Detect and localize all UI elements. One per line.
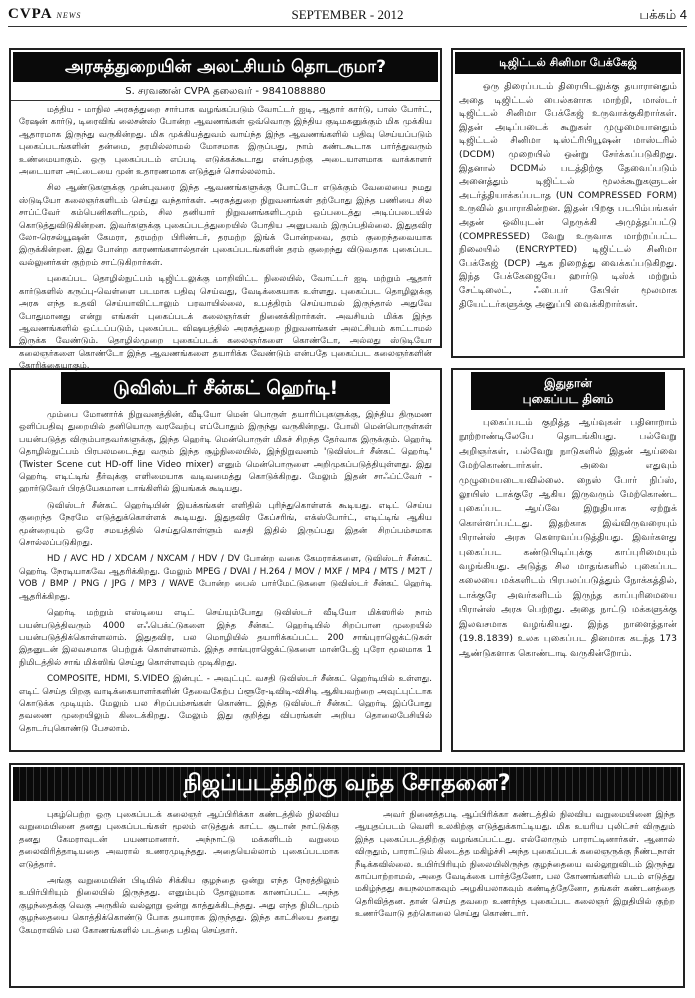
article-title-banner [13,767,681,801]
issue-date: SEPTEMBER - 2012 [291,7,404,22]
paragraph: புகழ்பெற்ற ஒரு புகைப்படக் கலைஞர் ஆப்பிரிக்கா கண்டத்தில் நிலவிய வறுமையினை தனது புகைப்படங்கள் மூலம் எடுத்துக் காட்ட சூடான் நாட்டுக்கு தனது கேமராவுடன் பயணமானார். அந்நாட்டு மக்களிடம் வறுமை தலைவிரித்தாடியதை அவரால் உணரமுடிந்தது. அதையெல்லாம் புகைப்படமாக எடுத்தார். [19,810,339,870]
paragraph: சில ஆண்டுகளுக்கு முன்புவரை இந்த ஆவணங்களுக்கு போட்டோ எடுக்கும் வேலையை நமது ஸ்டுடியோ கலைஞர்களிடம் செய்து வந்தார்கள். அரசுத்துறை நிறுவனங்கள் தற்போது இந்த பணியை சில சாப்ட்வேர் கம்பெனிகளிடமும், சில தனியார் நிறுவனங்களிடமும் ஒப்படைத்து அடிப்படையில் கொடுத்துவிடுகின்றன. இவர்களுக்கு புகைப்படத்துறையில் போதிய அனுபவம் இருப்பதில்லை. இதுதவிர லோ-ரெசல்யூஷன் கேமரா, தரமற்ற பிரிண்டர், தரமற்ற இங்க் போன்றவை, தரம் குறைந்தவையாக இருக்கின்றன. இது போன்ற காரணங்களால்தான் புகைப்படங்களின் தரம் குறைந்து விடுவதாக புகைப்பட வல்லுனர்கள் குற்றம் சாட்டுகிறார்கள். [19,183,432,268]
article-photography-day [451,368,685,752]
article-title: டிஜிட்டல் சினிமா பேக்கேஜ் [499,56,637,69]
article-body-left [11,805,347,945]
paragraph: HD / AVC HD / XDCAM / NXCAM / HDV / DV போன்ற வகை கேமராக்களை, டுவிஸ்டர் சீன்கட் ஹெர்டி நேரடியாகவே ஆதரிக்கிறது. மேலும் MPEG / DVAI / H.264 / MOV / MXF / MP4 / MTS / M2T / VOB / BMP / PNG / JPG / MP3 / WAVE போன்ற பைல் பார்மேட்டுகளை டுவிஸ்டர் சீன்கட் ஹெர்டி ஆதரிக்கிறது. [19,554,432,602]
article-body-right [347,805,683,929]
page-number: பக்கம் 4 [639,7,687,22]
article-title-banner [13,52,438,82]
article-title: அரசுத்துறையின் அலட்சியம் தொடருமா? [64,57,386,77]
article-body [11,406,440,742]
article-body [453,412,683,665]
masthead [8,4,687,27]
article-byline: S. சரவணன் CVPA தலைவர் - 9841088880 [11,84,440,101]
paragraph: டுவிஸ்டர் சீன்கட் ஹெர்டியின் இயக்கங்கள் எளிதில் புரிந்துகொள்ளக் கூடியது. எடிட் செய்ய குறைந்த நேரமே எடுத்துக்கொள்ளக் கூடியது. இதுதவிர கேப்சரிங், எக்ஸ்போர்ட், எடிட்டிங் ஆகிய மூன்றையும் ஒரே சமயத்தில் செய்துகொள்ளும் வசதி இதில் இருப்பது இதன் சிறப்பம்சமாக சொல்லப்படுகிறது. [19,500,432,549]
paragraph: மும்பை மோனார்க் நிறுவனத்தின், வீடியோ மென் பொருள் தயாரிப்புகளுக்கு, இந்திய திருமண ஒளிப்பதிவு துறையில் தனியொரு வரவேற்பு எப்போதும் இருந்து வருகின்றது. போலி மென்பொருள்கள் பயன்படுத்த விரும்பாதவர்களுக்கு, இந்த ஹெர்டி மென்பொருள் மிகச் சிறந்த தேர்வாக இருக்கும். ஹெர்டி தொழில்நுட்பம் பிரபலமடைந்து வரும் இந்த சூழ்நிலையில், இந்நிறுவனம் 'டுவிஸ்டர் சீன்கட் ஹெர்டி' (Twister Scene cut HD-off line Video mixer) எனும் மென்பொருளை அறிமுகப்படுத்தியுள்ளது. இது ஹெர்டி எடிட்டிங் தீர்வுக்கு எளிமையாக வடிவமைத்து கொடுக்கிறது. மேலும் இதன் சாஃப்ட்வேர் - ஹார்டுவேர் பிரத்யேகமான டாங்கிளில் இயங்கக் கூடியது. [19,410,432,495]
article-title-line2: புகைப்பட தினம் [522,392,614,406]
article-body [11,101,440,380]
paragraph: ஹெர்டி மற்றும் எஸ்டியை எடிட் செய்யும்போது டுவிஸ்டர் வீடியோ மிக்ஸரில் நாம் பயன்படுத்திவரும் 4000 எஃபெக்ட்டுகளை இந்த சீன்கட் ஹெர்டியில் சிறப்பான முறையில் பயன்படுத்திக்கொள்ளலாம். இதுதவிர, பல மொழியில் தயாரிக்கப்பட்ட 200 சாங்புராஜெக்ட்டுகள் இதனுடன் இலவசமாக பெற்றுக் கொள்ளலாம். இந்த சாங்புராஜெக்ட்டுகளை மான்டேஜ் புரோ மூலமாக 1 நிமிடத்தில் சாங் மிக்ஸிங் செய்து கொள்ளவும் முடிகிறது. [19,608,432,668]
article-real-image-test [9,763,685,988]
article-title-banner [471,372,665,410]
article-title: நிஜப்படத்திற்கு வந்த சோதனை? [183,771,511,796]
logo-text: CVPA [8,6,52,22]
paragraph: புகைப்படம் குறித்த ஆய்வுகள் பதினாறாம் நூற்றாண்டிலேயே தொடங்கியது. பல்வேறு அறிஞர்கள், பல்வேறு நாடுகளில் இதன் ஆய்வை மேற்கொண்டார்கள். அவை எதுவும் முழுமையடையவில்லை. நைஸ் போர் நிப்ஸ், லூயிஸ் டாக்குரே ஆகிய இருவரும் மேற்கொண்ட புகைப்பட ஆய்வே இறுதியாக ஏற்றுக் கொள்ளப்பட்டது. இதற்காக இவ்விருவரையும் பிரான்ஸ் அரசு கௌரவப்படுத்தியது. இவர்களது புகைப்பட கண்டுபிடிப்புக்கு காப்புரிமையும் வழங்கியது. அடுத்த சில மாதங்களில் புகைப்பட கலையை மக்களிடம் பிரபலப்படுத்தும் நோக்கத்தில், டாக்குரே அவர்களிடம் இருந்த காப்புரிமையை பிரான்ஸ் அரசு பெற்றது. அதை நாட்டு மக்களுக்கு இலவசமாக வழங்கியது. இந்த நாளைத்தான் (19.8.1839) உலக புகைப்பட தினமாக கடந்த 173 ஆண்டுகளாக கொண்டாடி வருகின்றோம். [459,417,677,659]
article-body [453,76,683,315]
article-title-line1: இதுதான் [544,376,592,390]
article-title-banner [61,372,390,404]
paragraph: அங்கு வறுமையின் பிடியில் சிக்கிய குழந்தை ஒன்று எந்த நேரத்திலும் உயிர்பிரியும் நிலையில் இருந்தது. எனும்பும் தோலுமாக காணப்பட்ட அந்த குழந்தைக்கு வெகு அருகில் வல்லூறு ஒன்று காத்துக்கிடந்தது. அது எந்த நிமிடமும் குழந்தையை கொத்திக்கொண்டு போக தயாராக இருந்தது. இந்த காட்சியை தனது கேமராவில் பல கோணங்களில் படத்தை பதிவு செய்தார். [19,876,339,936]
paragraph: புகைப்பட தொழில்நுட்பம் டிஜிட்டலுக்கு மாறிவிட்ட நிலையில், வோட்டர் ஐடி மற்றும் ஆதார் கார்டுகளில் கருப்பு-வெள்ளை படமாக பதிவு செய்வது, வேடிக்கையாக உள்ளது. புகைப்பட தொழிலுக்கு அரசு எந்த உதவி செய்யாவிட்டாலும் பரவாயில்லை, உபத்திரம் செய்யாமல் இருந்தால் அதுவே போதுமானது என்று எங்கள் புகைப்படக் கலைஞர்கள் நினைக்கிறார்கள். அவசியம் மிக்க இந்த ஆவணங்களில் ஒட்டப்படும், புகைப்பட விஷயத்தில் அரசுத்துறை நிறுவனங்கள் அலட்சியம் காட்டாமல் இருக்க வேண்டும். தொழில்முறை புகைப்படக் கலைஞர்களை கொண்டோ, அல்லது ஸ்டுடியோ கலைஞர்களை கொண்டோ இந்த ஆவணங்களை தயாரிக்க வேண்டும் என்பதே புகைப்பட கலைஞர்களின் கோரிக்கையாகும். [19,274,432,372]
article-digital-cinema-package [451,48,685,358]
article-title: டுவிஸ்டர் சீன்கட் ஹெர்டி! [112,377,339,399]
logo-suffix: NEWS [56,11,82,20]
paragraph: COMPOSITE, HDMI, S.VIDEO இன்புட் - அவுட்புட் வசதி டுவிஸ்டர் சீன்கட் ஹெர்டியில் உள்ளது. எடிட் செய்த பிறகு வாடிக்கையாளர்களின் தேவைகேற்ப ப்ளூரே-டிவிடி-விசிடி ஆகியவற்றை அவுட்புட்டாக கொடுக்க முடியும். மேலும் பல சிறப்பம்சங்கள் கொண்ட இந்த டுவிஸ்டர் சீன்கட் ஹெர்டி இப்போது தவணை முறையிலும் கிடைக்கிறது. மேலும் இது குறித்து விபரங்கள் அறிய தொலைபேசியில் தொடர்புகொண்டு பேசலாம். [19,674,432,734]
article-title-banner [455,52,681,74]
article-twister-scenecut [9,368,442,752]
article-govt-negligence [9,48,442,372]
paragraph: அவர் நினைத்தபடி ஆப்பிரிக்கா கண்டத்தில் நிலவிய வறுமையினை இந்த ஆயுதப்படம் வெளி உலகிற்கு எடுத்துக்காட்டியது. மிக உயரிய புலிட்சர் விருதும் இந்த புகைப்படத்திற்கு வழங்கப்பட்டது. எல்லோரும் பாராட்டினார்கள். ஆனால் விருதும், பாராட்டும் கிடைத்த மகிழ்ச்சி அந்த புகைப்படக் கலைஞருக்கு நீண்டநாள் நீடிக்கவில்லை. உயிர்பிரியும் நிலையிலிருந்த குழந்தையை வல்லூறுவிடம் இருந்து காப்பாற்றாமல், அதை வேடிக்கை பார்த்தேனோ, பல கோணங்களில் படம் எடுத்து மகிழ்ந்தது சுயநலமாகவும் அழகியலாகவும் கண்டித்தேனோ, தங்கள் கண்டனத்தை தெரிவித்தன. தான் செய்த தவறை உணர்ந்த புகைப்பட கலைஞர் இறுதியில் குற்ற உணர்வோடு தற்கொலை செய்து கொண்டார். [355,810,675,920]
paragraph: ஒரு திரைப்படம் திரையிடலுக்கு தயாரானதும் அதை டிஜிட்டல் பைல்களாக மாற்றி, மாஸ்டர் டிஜிட்டல் சினிமா பேக்கேஜ் உருவாக்குகிறார்கள். இதன் அடிப்படைக் கூறுகள் முழுமையானதும் டிஜிட்டல் சினிமா டிஸ்ட்ரிபியூஷன் மாஸ்டரில் (DCDM) முறையில் ஒன்று சேர்க்கப்படுகிறது. இதனால் DCDMல் படத்திற்கு தேவைப்படும் அனைத்தும் டிஜிட்டல் மூலக்கூறுகளுடன் அடர்த்தியாக்கப்படாத (UN COMPRESSED FORM) உருவில் தயாராகின்றன. இதன் பிறகு படபிம்பங்கள் அதன் ஒலியுடன் நெருக்கி அமுத்தப்பட்டு (COMPRESSED) வேறு உருவாக மாற்றப்பட்ட நிலையில் (ENCRYPTED) டிஜிட்டல் சினிமா பேக்கேஜ் (DCP) ஆக நிறைத்து வைக்கப்படுகிறது. இந்த பேக்கேஜையே ஹார்டு டிஸ்க் மற்றும் சேட்டிலைட், ஃபைபர் கேபிள் மூலமாக தியேட்டர்களுக்கு அனுப்பி வைக்கிறார்கள். [459,81,677,310]
paragraph: மத்திய - மாநில அரசுத்துறை சார்பாக வழங்கப்படும் வோட்டர் ஐடி, ஆதார் கார்டு, பாஸ் போர்ட், ரேஷன் கார்டு, டிரைவிங் லைசன்ஸ் போன்ற ஆவணங்கள் ஒவ்வொரு இந்திய குடிமகனுக்கும் மிக முக்கிய ஆதாரமாக இருந்து வருகின்றது. மிக முக்கியத்துவம் வாய்ந்த இந்த ஆவணங்களில் பதிவு செய்யப்படும் புகைப்படங்களின் தன்மை, தரமில்லாமல் மோசமாக இருப்பது, நாம் கண்டகூடாக பார்த்துவரும் உண்மையாகும். ஒரு புகைப்படம் எப்படி எடுக்கக்கூடாது என்பதற்கு அடையாளமாக வாக்காளர் அடையாள அட்டையை முன் உதாரணமாக எடுத்துச் சொல்லலாம். [19,105,432,178]
